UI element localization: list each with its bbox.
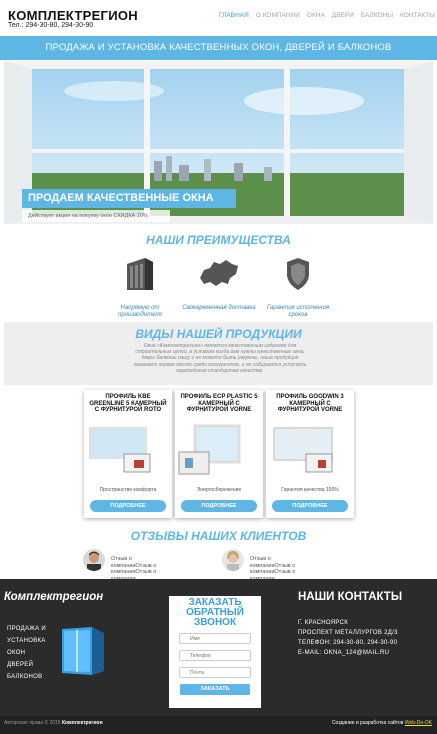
nav-contacts[interactable]: КОНТАКТЫ — [399, 12, 436, 19]
hero-title: ПРОДАЕМ КАЧЕСТВЕННЫЕ ОКНА — [22, 189, 236, 208]
avatar — [222, 549, 244, 571]
hero-section — [4, 61, 433, 224]
name-input[interactable] — [179, 633, 251, 644]
nav-balconies[interactable]: БАЛКОНЫ — [360, 12, 393, 19]
advantages-title: НАШИ ПРЕИМУЩЕСТВА — [146, 233, 291, 247]
review-text: Отзыв о компанииОтзыв о компанииОтзыв о — [111, 556, 157, 575]
product-title: ПРОФИЛЬ GOODWIN 3 КАМЕРНЫЙ С ФУРНИТУРОЙ VORNE — [276, 394, 344, 413]
contacts-list — [298, 618, 398, 658]
developer-link[interactable]: Web-Do-OK — [404, 720, 432, 726]
product-card — [266, 390, 354, 518]
product-text: Энергосбережение — [196, 487, 242, 493]
contact-phone: ТЕЛЕФОН: 294-30-80, 294-30-90 — [298, 640, 398, 646]
avatar — [83, 549, 105, 571]
nav-home[interactable]: ГЛАВНАЯ — [219, 12, 249, 19]
product-card — [175, 390, 263, 518]
window-profile-image — [84, 424, 156, 476]
products-title: ВИДЫ НАШЕЙ ПРОДУКЦИИ — [135, 327, 302, 341]
form-title-line: ОБРАТНЫЙ — [186, 607, 244, 618]
russia-map-icon — [198, 256, 240, 292]
review-item — [222, 549, 340, 573]
product-title: ПРОФИЛЬ ECP PLASTIC 5 КАМЕРНЫЙ С ФУРНИТУРОЙ VORNE — [180, 394, 258, 413]
footer-brand: Комплектрегион — [4, 591, 104, 603]
more-button[interactable]: ПОДРОБНЕЕ — [90, 500, 166, 512]
developer-text: Создание и разработка сайтов — [331, 720, 404, 726]
main-nav — [219, 12, 435, 19]
site-logo[interactable]: КОМПЛЕКТРЕГИОН — [8, 8, 138, 23]
advantage-item — [259, 256, 337, 319]
window-profile-image — [175, 424, 247, 476]
nav-about[interactable]: О КОМПАНИИ — [255, 12, 300, 19]
advantage-label: Гарантия исполнения сроков — [266, 305, 330, 318]
product-card — [84, 390, 172, 518]
contacts-title: НАШИ КОНТАКТЫ — [298, 591, 403, 603]
footer-list-item: УСТАНОВКА — [7, 638, 46, 644]
form-title-line: ЗАКАЗАТЬ — [188, 597, 242, 608]
header-phone: Тел.: 294-30-80, 294-30-90 — [8, 22, 94, 29]
building-icon — [119, 256, 161, 292]
copyright-brand: Комплектрегион — [61, 720, 103, 726]
footer-services-list — [7, 623, 46, 683]
email-input[interactable] — [179, 667, 251, 678]
reviews-title: ОТЗЫВЫ НАШИХ КЛИЕНТОВ — [130, 529, 307, 543]
copyright-text: Авторские права © 2015 — [4, 720, 61, 726]
copyright — [4, 720, 103, 726]
top-banner: ПРОДАЖА И УСТАНОВКА КАЧЕСТВЕННЫХ ОКОН, ДВЕРЕЙ И БАЛКОНОВ — [0, 36, 437, 60]
more-button[interactable]: ПОДРОБНЕЕ — [272, 500, 348, 512]
contact-city: Г. КРАСНОЯРСК — [298, 620, 349, 626]
phone-input[interactable] — [179, 650, 251, 661]
shield-icon — [277, 256, 319, 292]
product-text: Гарантия качества 100% — [281, 487, 339, 493]
footer-list-item: БАЛКОНОВ — [7, 674, 43, 680]
window-profile-image — [266, 424, 338, 476]
footer-list-item: ПРОДАЖА И — [7, 626, 47, 632]
header — [0, 0, 437, 34]
footer-list-item: ДВЕРЕЙ — [7, 662, 34, 668]
developer-credit — [332, 720, 432, 726]
order-button[interactable]: ЗАКАЗАТЬ — [180, 684, 250, 695]
hero-subtitle: Действует акция на покупку окон СКИДКА 20% — [22, 210, 170, 222]
nav-windows[interactable]: ОКНА — [306, 12, 325, 19]
form-title-line: ЗВОНОК — [193, 617, 237, 628]
review-text: Отзыв о компанииОтзыв о компанииОтзыв о — [250, 556, 296, 575]
advantage-label: Напрямую от производителя — [118, 305, 162, 318]
contact-email[interactable]: E-MAIL: OKNA_124@MAIL.RU — [298, 650, 390, 656]
window-illustration — [60, 627, 106, 677]
advantage-label: Своевременная доставка — [182, 305, 256, 311]
advantage-item — [101, 256, 179, 319]
footer-list-item: ОКОН — [7, 650, 26, 656]
more-button[interactable]: ПОДРОБНЕЕ — [181, 500, 257, 512]
product-title: ПРОФИЛЬ KBE GREENLINE 5 КАМЕРНЫЙ С ФУРНИТУРОЙ ROTO — [89, 394, 167, 413]
form-title — [169, 598, 261, 628]
nav-doors[interactable]: ДВЕРИ — [331, 12, 354, 19]
contact-address: ПРОСПЕКТ МЕТАЛЛУРГОВ 2Д/3 — [298, 630, 398, 636]
products-description: Окна «Комплектрегион» является качественным изделием для строительных целей, в условиях когда вам нужны качественные окна, двери балконы нашу и не можете быть уверены, наша продукция занимает первое место среди конкурентов, и не собирается уступать европейским стандартам качества. — [133, 343, 307, 374]
callback-form — [169, 596, 261, 708]
advantage-item — [180, 256, 258, 312]
review-item — [83, 549, 201, 573]
product-text: Пространство комфорта — [99, 487, 157, 493]
